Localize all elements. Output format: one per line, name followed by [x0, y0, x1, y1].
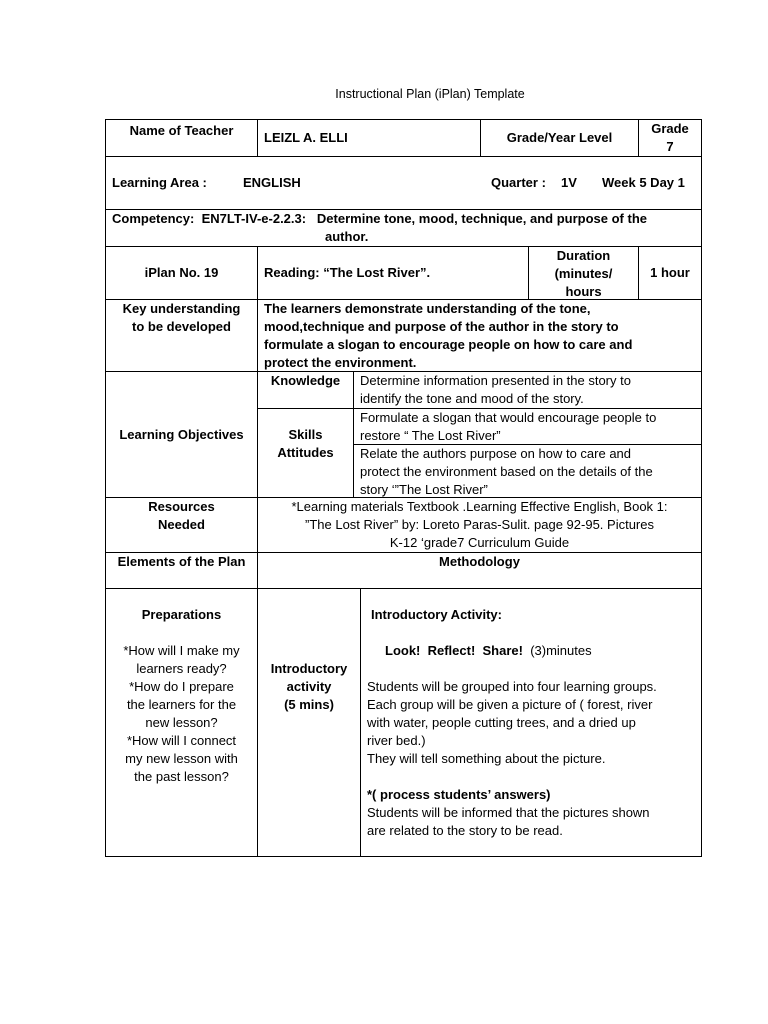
knowledge-label: Knowledge: [270, 373, 341, 388]
reading-title: Reading: “The Lost River”.: [264, 265, 431, 280]
key-understanding-line2: mood,technique and purpose of the author in the story to: [264, 319, 619, 334]
knowledge-text-cell: [353, 371, 702, 409]
intro-p1-line2: Each group will be given a picture of ( forest, river: [367, 697, 653, 712]
intro-label-line3: (5 mins): [284, 697, 334, 712]
teacher-label: Name of Teacher: [129, 123, 234, 138]
attitudes-line1: Relate the authors purpose on how to care and: [360, 446, 632, 461]
methodology-label: Methodology: [439, 554, 520, 569]
teacher-value-cell: [257, 119, 481, 157]
resources-label-line2: Needed: [158, 517, 205, 532]
preparations-q-line: *How will I make my: [123, 643, 240, 658]
preparations-q-line: the learners for the: [126, 697, 237, 712]
skills-label: Skills: [288, 427, 323, 442]
grade-value-line2: 7: [666, 139, 674, 154]
preparations-q-line: the past lesson?: [134, 769, 229, 784]
key-understanding-line1: The learners demonstrate understanding of the tone,: [264, 301, 591, 316]
quarter-label: Quarter :: [491, 175, 546, 190]
grade-value-line1: Grade: [651, 121, 689, 136]
preparations-q-line: learners ready?: [136, 661, 227, 676]
intro-label-line1: Introductory: [270, 661, 348, 676]
duration-value-cell: [638, 246, 702, 300]
duration-value: 1 hour: [650, 265, 690, 280]
attitudes-line3: story ‘”The Lost River”: [360, 482, 488, 497]
look-reflect-share-time: (3)minutes: [522, 643, 592, 658]
objectives-label: Learning Objectives: [119, 426, 244, 442]
competency-row: [105, 209, 702, 247]
duration-label-cell: [528, 246, 639, 300]
key-understanding-label-line2: to be developed: [132, 319, 231, 334]
key-understanding-line3: formulate a slogan to encourage people on how to care and: [264, 337, 633, 352]
intro-content-cell: [360, 588, 702, 857]
resources-line3: K-12 ‘grade7 Curriculum Guide: [389, 535, 570, 550]
quarter-value: 1V: [561, 175, 577, 190]
skills-line2: restore “ The Lost River”: [360, 428, 501, 443]
intro-label-cell: [257, 588, 361, 857]
intro-label-line2: activity: [286, 679, 332, 694]
attitudes-line2: protect the environment based on the details of the: [360, 464, 653, 479]
competency-line1: Competency: EN7LT-IV-e-2.2.3: Determine tone, mood, technique, and purpose of the: [112, 211, 647, 226]
preparations-cell: [105, 588, 258, 857]
key-understanding-line4: protect the environment.: [264, 355, 417, 370]
duration-label-line1: Duration: [556, 248, 611, 263]
intro-p2-line1: Students will be informed that the pictures shown: [367, 805, 650, 820]
intro-p1-line4: river bed.): [367, 733, 426, 748]
page-title: Instructional Plan (iPlan) Template: [335, 87, 525, 101]
knowledge-line2: identify the tone and mood of the story.: [360, 391, 584, 406]
knowledge-label-cell: [257, 371, 354, 409]
competency-line2: author.: [325, 229, 369, 244]
intro-title: Introductory Activity:: [371, 607, 502, 622]
preparations-q-line: *How will I connect: [126, 733, 237, 748]
learning-area-label: Learning Area :: [112, 175, 207, 190]
intro-p1-line3: with water, people cutting trees, and a dried up: [367, 715, 636, 730]
objectives-label-cell: [105, 371, 258, 498]
attitudes-label: Attitudes: [277, 445, 334, 460]
key-understanding-label-cell: [105, 299, 258, 372]
skills-line1: Formulate a slogan that would encourage people to: [360, 410, 657, 425]
week-day: Week 5 Day 1: [602, 175, 685, 190]
resources-line1: *Learning materials Textbook .Learning Effective English, Book 1:: [291, 499, 668, 514]
intro-p1-line5: They will tell something about the picture.: [367, 751, 606, 766]
preparations-title: Preparations: [141, 607, 222, 622]
resources-text-cell: [257, 497, 702, 553]
teacher-value: LEIZL A. ELLI: [264, 130, 348, 145]
elements-label-cell: [105, 552, 258, 589]
knowledge-line1: Determine information presented in the story to: [360, 373, 631, 388]
iplan-number-cell: [105, 246, 258, 300]
duration-label-line3: hours: [565, 284, 602, 299]
skills-attitudes-label-cell: [257, 408, 354, 498]
learning-area-value: ENGLISH: [243, 175, 301, 190]
look-reflect-share: [367, 642, 695, 660]
duration-label-line2: (minutes/: [554, 266, 613, 281]
preparations-q-line: my new lesson with: [125, 751, 238, 766]
teacher-label-cell: [105, 119, 258, 157]
intro-p1-line1: Students will be grouped into four learning groups.: [367, 679, 657, 694]
reading-cell: [257, 246, 529, 300]
skills-text-cell: [353, 408, 702, 445]
intro-p2-line2: are related to the story to be read.: [367, 823, 563, 838]
preparations-q-line: new lesson?: [145, 715, 218, 730]
attitudes-text-cell: [353, 444, 702, 498]
resources-line2: ”The Lost River” by: Loreto Paras-Sulit. page 92-95. Pictures: [305, 517, 654, 532]
grade-label: Grade/Year Level: [506, 130, 613, 145]
iplan-number: iPlan No. 19: [144, 265, 219, 280]
resources-label-line1: Resources: [148, 499, 215, 514]
look-reflect-share-bold: Look! Reflect! Share!: [385, 643, 523, 658]
key-understanding-text-cell: [257, 299, 702, 372]
learning-area-row: [105, 156, 702, 210]
grade-label-cell: [480, 119, 639, 157]
resources-label-cell: [105, 497, 258, 553]
key-understanding-label-line1: Key understanding: [122, 301, 241, 316]
grade-value-cell: [638, 119, 702, 157]
process-answers: *( process students’ answers): [367, 787, 551, 802]
elements-label: Elements of the Plan: [117, 554, 246, 569]
preparations-q-line: *How do I prepare: [129, 679, 234, 694]
methodology-cell: [257, 552, 702, 589]
